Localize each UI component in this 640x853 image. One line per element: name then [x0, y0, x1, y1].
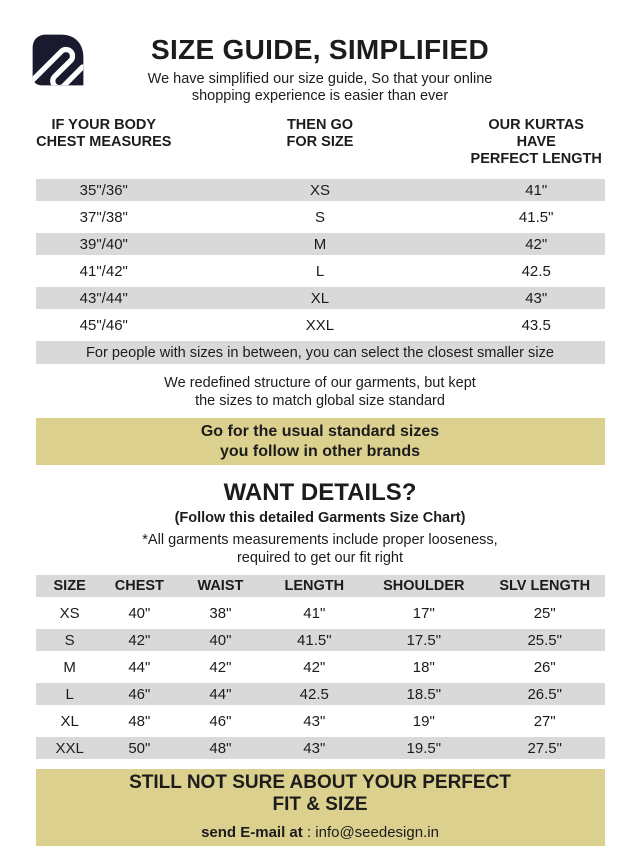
length-cell: 41" [525, 181, 548, 199]
shoulder-cell: 17" [412, 604, 435, 622]
length-cell: 41" [303, 604, 326, 622]
waist-cell: 38" [209, 604, 232, 622]
detail-table-row [36, 737, 605, 759]
looseness-note-line2: required to get our fit right [236, 549, 404, 566]
waist-cell: 44" [209, 685, 232, 703]
chest-cell: 42" [128, 631, 151, 649]
col-header-length: OUR KURTAS HAVE PERFECT LENGTH [470, 117, 602, 167]
size-cell: XL [310, 289, 330, 307]
col-header-size: THEN GO FOR SIZE [286, 117, 354, 150]
email-label: send E-mail at [201, 823, 303, 841]
looseness-note-line1: *All garments measurements include proper looseness, [142, 532, 498, 548]
size-cell: XXL [55, 739, 84, 757]
waist-cell: 48" [209, 739, 232, 757]
shoulder-cell: 18.5" [406, 685, 442, 703]
chest-cell: 40" [128, 604, 151, 622]
chest-cell: 45"/46" [79, 316, 128, 334]
email-line [201, 822, 439, 844]
length-cell: 43" [525, 289, 548, 307]
size-table-row [36, 314, 605, 336]
size-table-row [36, 179, 605, 201]
length-cell: 42.5 [521, 262, 551, 280]
size-cell: L [315, 262, 325, 280]
size-cell: XS [59, 604, 80, 622]
garment-structure-note-line2: the sizes to match global size standard [195, 392, 445, 409]
standard-sizes-banner-line2: you follow in other brands [220, 442, 420, 460]
col-header-chest: CHEST [114, 578, 164, 594]
garment-structure-note [36, 375, 605, 410]
want-details-title: WANT DETAILS? [223, 479, 417, 506]
waist-cell: 46" [209, 712, 232, 730]
detail-table-row [36, 656, 605, 678]
slv-length-cell: 26.5" [527, 685, 562, 703]
slv-length-cell: 25.5" [527, 631, 562, 649]
size-cell: S [64, 631, 75, 649]
col-header-size: SIZE [53, 578, 86, 594]
slv-length-cell: 27" [533, 712, 556, 730]
col-header-length: LENGTH [284, 578, 345, 594]
col-header-waist: WAIST [197, 578, 244, 594]
details-subtitle: (Follow this detailed Garments Size Chart) [174, 510, 466, 526]
size-table-row [36, 233, 605, 255]
seedesign-logo-icon [30, 32, 86, 88]
shoulder-cell: 17.5" [406, 631, 442, 649]
between-sizes-note: For people with sizes in between, you can select the closest smaller size [36, 341, 605, 364]
chest-cell: 39"/40" [79, 235, 128, 253]
email-address[interactable]: : info@seedesign.in [306, 823, 439, 841]
detail-table-row [36, 710, 605, 732]
size-cell: L [65, 685, 74, 703]
detail-table-header [36, 575, 605, 597]
size-cell: XXL [305, 316, 335, 334]
chest-cell: 44" [128, 658, 151, 676]
shoulder-cell: 19.5" [406, 739, 442, 757]
detailed-size-table [36, 602, 605, 759]
contact-banner [36, 769, 605, 846]
col-header-shoulder: SHOULDER [383, 578, 465, 594]
length-cell: 42.5 [299, 685, 329, 703]
length-cell: 43" [303, 739, 326, 757]
size-table-row [36, 206, 605, 228]
shoulder-cell: 19" [412, 712, 435, 730]
chest-cell: 50" [128, 739, 151, 757]
simple-table-header [36, 117, 605, 168]
seedesign-logo [30, 32, 86, 88]
page-subtitle-line2: shopping experience is easier than ever [191, 87, 449, 104]
length-cell: 41.5" [297, 631, 332, 649]
length-cell: 43.5 [521, 316, 551, 334]
detail-table-row [36, 683, 605, 705]
size-cell: XS [309, 181, 330, 199]
length-cell: 42" [525, 235, 548, 253]
size-cell: XL [60, 712, 79, 730]
chest-cell: 46" [128, 685, 151, 703]
waist-cell: 40" [209, 631, 232, 649]
page-subtitle [0, 71, 640, 104]
waist-cell: 42" [209, 658, 232, 676]
garment-structure-note-line1: We redefined structure of our garments, but kept [164, 375, 476, 391]
size-cell: M [63, 658, 76, 676]
size-table-row [36, 260, 605, 282]
col-header-slv-length: SLV LENGTH [499, 578, 591, 594]
contact-banner-line2: FIT & SIZE [272, 793, 368, 815]
detail-table-row [36, 602, 605, 624]
looseness-note [36, 532, 605, 567]
standard-sizes-banner [36, 418, 605, 465]
slv-length-cell: 27.5" [527, 739, 562, 757]
page-subtitle-line1: We have simplified our size guide, So that your online [147, 71, 493, 87]
size-table-row [36, 287, 605, 309]
chest-cell: 37"/38" [79, 208, 128, 226]
chest-cell: 48" [128, 712, 151, 730]
detail-table-row [36, 629, 605, 651]
slv-length-cell: 25" [533, 604, 556, 622]
simple-size-table [36, 179, 605, 336]
length-cell: 42" [303, 658, 326, 676]
size-cell: M [313, 235, 327, 253]
standard-sizes-banner-line1: Go for the usual standard sizes [200, 423, 440, 440]
chest-cell: 35"/36" [79, 181, 128, 199]
length-cell: 43" [303, 712, 326, 730]
chest-cell: 41"/42" [79, 262, 128, 280]
page-title: SIZE GUIDE, SIMPLIFIED [151, 34, 489, 65]
length-cell: 41.5" [518, 208, 554, 226]
size-cell: S [314, 208, 325, 226]
slv-length-cell: 26" [533, 658, 556, 676]
chest-cell: 43"/44" [79, 289, 128, 307]
shoulder-cell: 18" [412, 658, 435, 676]
col-header-chest: IF YOUR BODY CHEST MEASURES [36, 117, 172, 150]
contact-banner-line1: STILL NOT SURE ABOUT YOUR PERFECT [129, 771, 511, 793]
